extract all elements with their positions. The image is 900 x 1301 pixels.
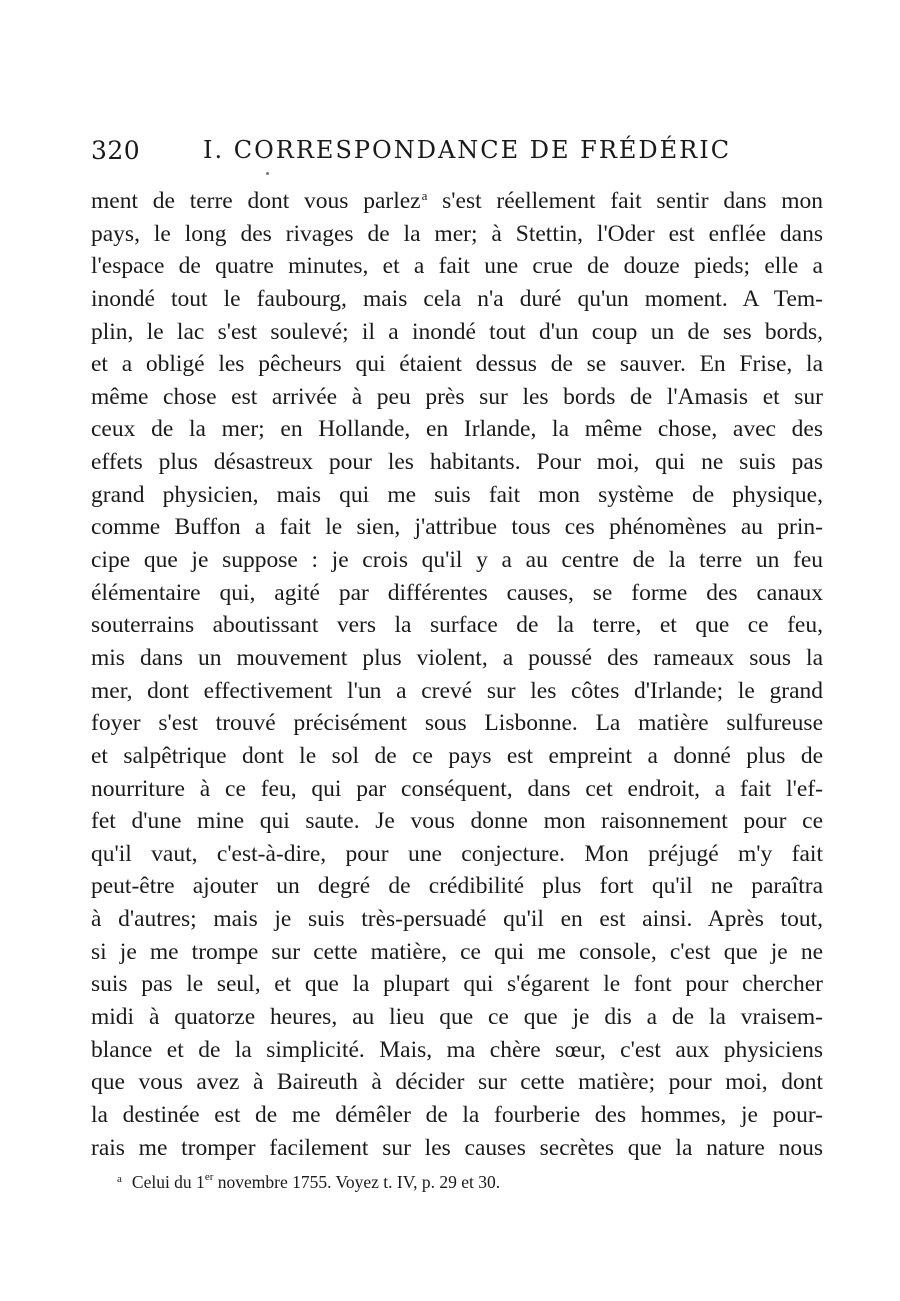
- text-line: si je me trompe sur cette matière, ce qui me console, c'est que je ne: [91, 938, 823, 965]
- text-line: suis pas le seul, et que la plupart qui s'égarent le font pour chercher: [91, 971, 823, 998]
- text-line: que vous avez à Baireuth à décider sur cette matière; pour moi, dont: [91, 1069, 823, 1096]
- text-line: foyer s'est trouvé précisément sous Lisbonne. La matière sulfureuse: [91, 710, 823, 737]
- text-line: blance et de la simplicité. Mais, ma chère sœur, c'est aux physiciens: [91, 1036, 823, 1063]
- text-line: et a obligé les pêcheurs qui étaient dessus de se sauver. En Frise, la: [91, 351, 823, 378]
- text-line: pays, le long des rivages de la mer; à Stettin, l'Oder est enflée dans: [91, 220, 823, 247]
- text-line: même chose est arrivée à peu près sur les bords de l'Amasis et sur: [91, 383, 823, 410]
- text-line: midi à quatorze heures, au lieu que ce que je dis a de la vraisem-: [91, 1004, 823, 1031]
- text-line: et salpêtrique dont le sol de ce pays est empreint a donné plus de: [91, 742, 823, 769]
- text-line: comme Buffon a fait le sien, j'attribue tous ces phénomènes au prin-: [91, 514, 823, 541]
- text-line: nourriture à ce feu, qui par conséquent, dans cet endroit, a fait l'ef-: [91, 775, 823, 802]
- text-line: élémentaire qui, agité par différentes causes, se forme des canaux: [91, 579, 823, 606]
- text-line: à d'autres; mais je suis très-persuadé qu'il en est ainsi. Après tout,: [91, 906, 823, 933]
- text-line: [91, 185, 823, 218]
- running-title: I. CORRESPONDANCE DE FRÉDÉRIC: [203, 136, 732, 164]
- text-line: qu'il vaut, c'est-à-dire, pour une conjecture. Mon préjugé m'y fait: [91, 840, 823, 867]
- text-line-end: s'est réellement fait sentir dans mon: [427, 188, 824, 214]
- text-line: souterrains aboutissant vers la surface de la terre, et que ce feu,: [91, 612, 823, 639]
- text-line: inondé tout le faubourg, mais cela n'a duré qu'un moment. A Tem-: [91, 285, 823, 312]
- footnote-mark: a: [117, 1173, 122, 1185]
- footnote-text-end: novembre 1755. Voyez t. IV, p. 29 et 30.: [213, 1172, 501, 1192]
- text-line: ceux de la mer; en Hollande, en Irlande, la même chose, avec des: [91, 416, 823, 443]
- footnote-text-start: Celui du 1: [131, 1172, 205, 1192]
- text-line: la destinée est de me démêler de la fourberie des hommes, je pour-: [91, 1101, 823, 1128]
- footnote-superscript: er: [204, 1171, 214, 1183]
- text-line: cipe que je suppose : je crois qu'il y a au centre de la terre un feu: [91, 547, 823, 574]
- text-line: peut-être ajouter un degré de crédibilité plus fort qu'il ne paraîtra: [91, 873, 823, 900]
- text-line: grand physicien, mais qui me suis fait mon système de physique,: [91, 481, 823, 508]
- running-head: [91, 136, 831, 176]
- footnote-reference: a: [421, 188, 428, 203]
- text-line: mer, dont effectivement l'un a crevé sur les côtes d'Irlande; le grand: [91, 677, 823, 704]
- body-text: [91, 185, 823, 1164]
- footnote: [117, 1172, 817, 1193]
- page-number: 320: [91, 136, 141, 165]
- text-line: plin, le lac s'est soulevé; il a inondé tout d'un coup un de ses bords,: [91, 318, 823, 345]
- text-line: effets plus désastreux pour les habitants. Pour moi, qui ne suis pas: [91, 449, 823, 476]
- text-line: rais me tromper facilement sur les causes secrètes que la nature nous: [91, 1134, 823, 1161]
- text-line-start: ment de terre dont vous parlez: [91, 188, 421, 214]
- text-line: fet d'une mine qui saute. Je vous donne mon raisonnement pour ce: [91, 808, 823, 835]
- text-line: mis dans un mouvement plus violent, a poussé des rameaux sous la: [91, 644, 823, 671]
- text-line: l'espace de quatre minutes, et a fait une crue de douze pieds; elle a: [91, 253, 823, 280]
